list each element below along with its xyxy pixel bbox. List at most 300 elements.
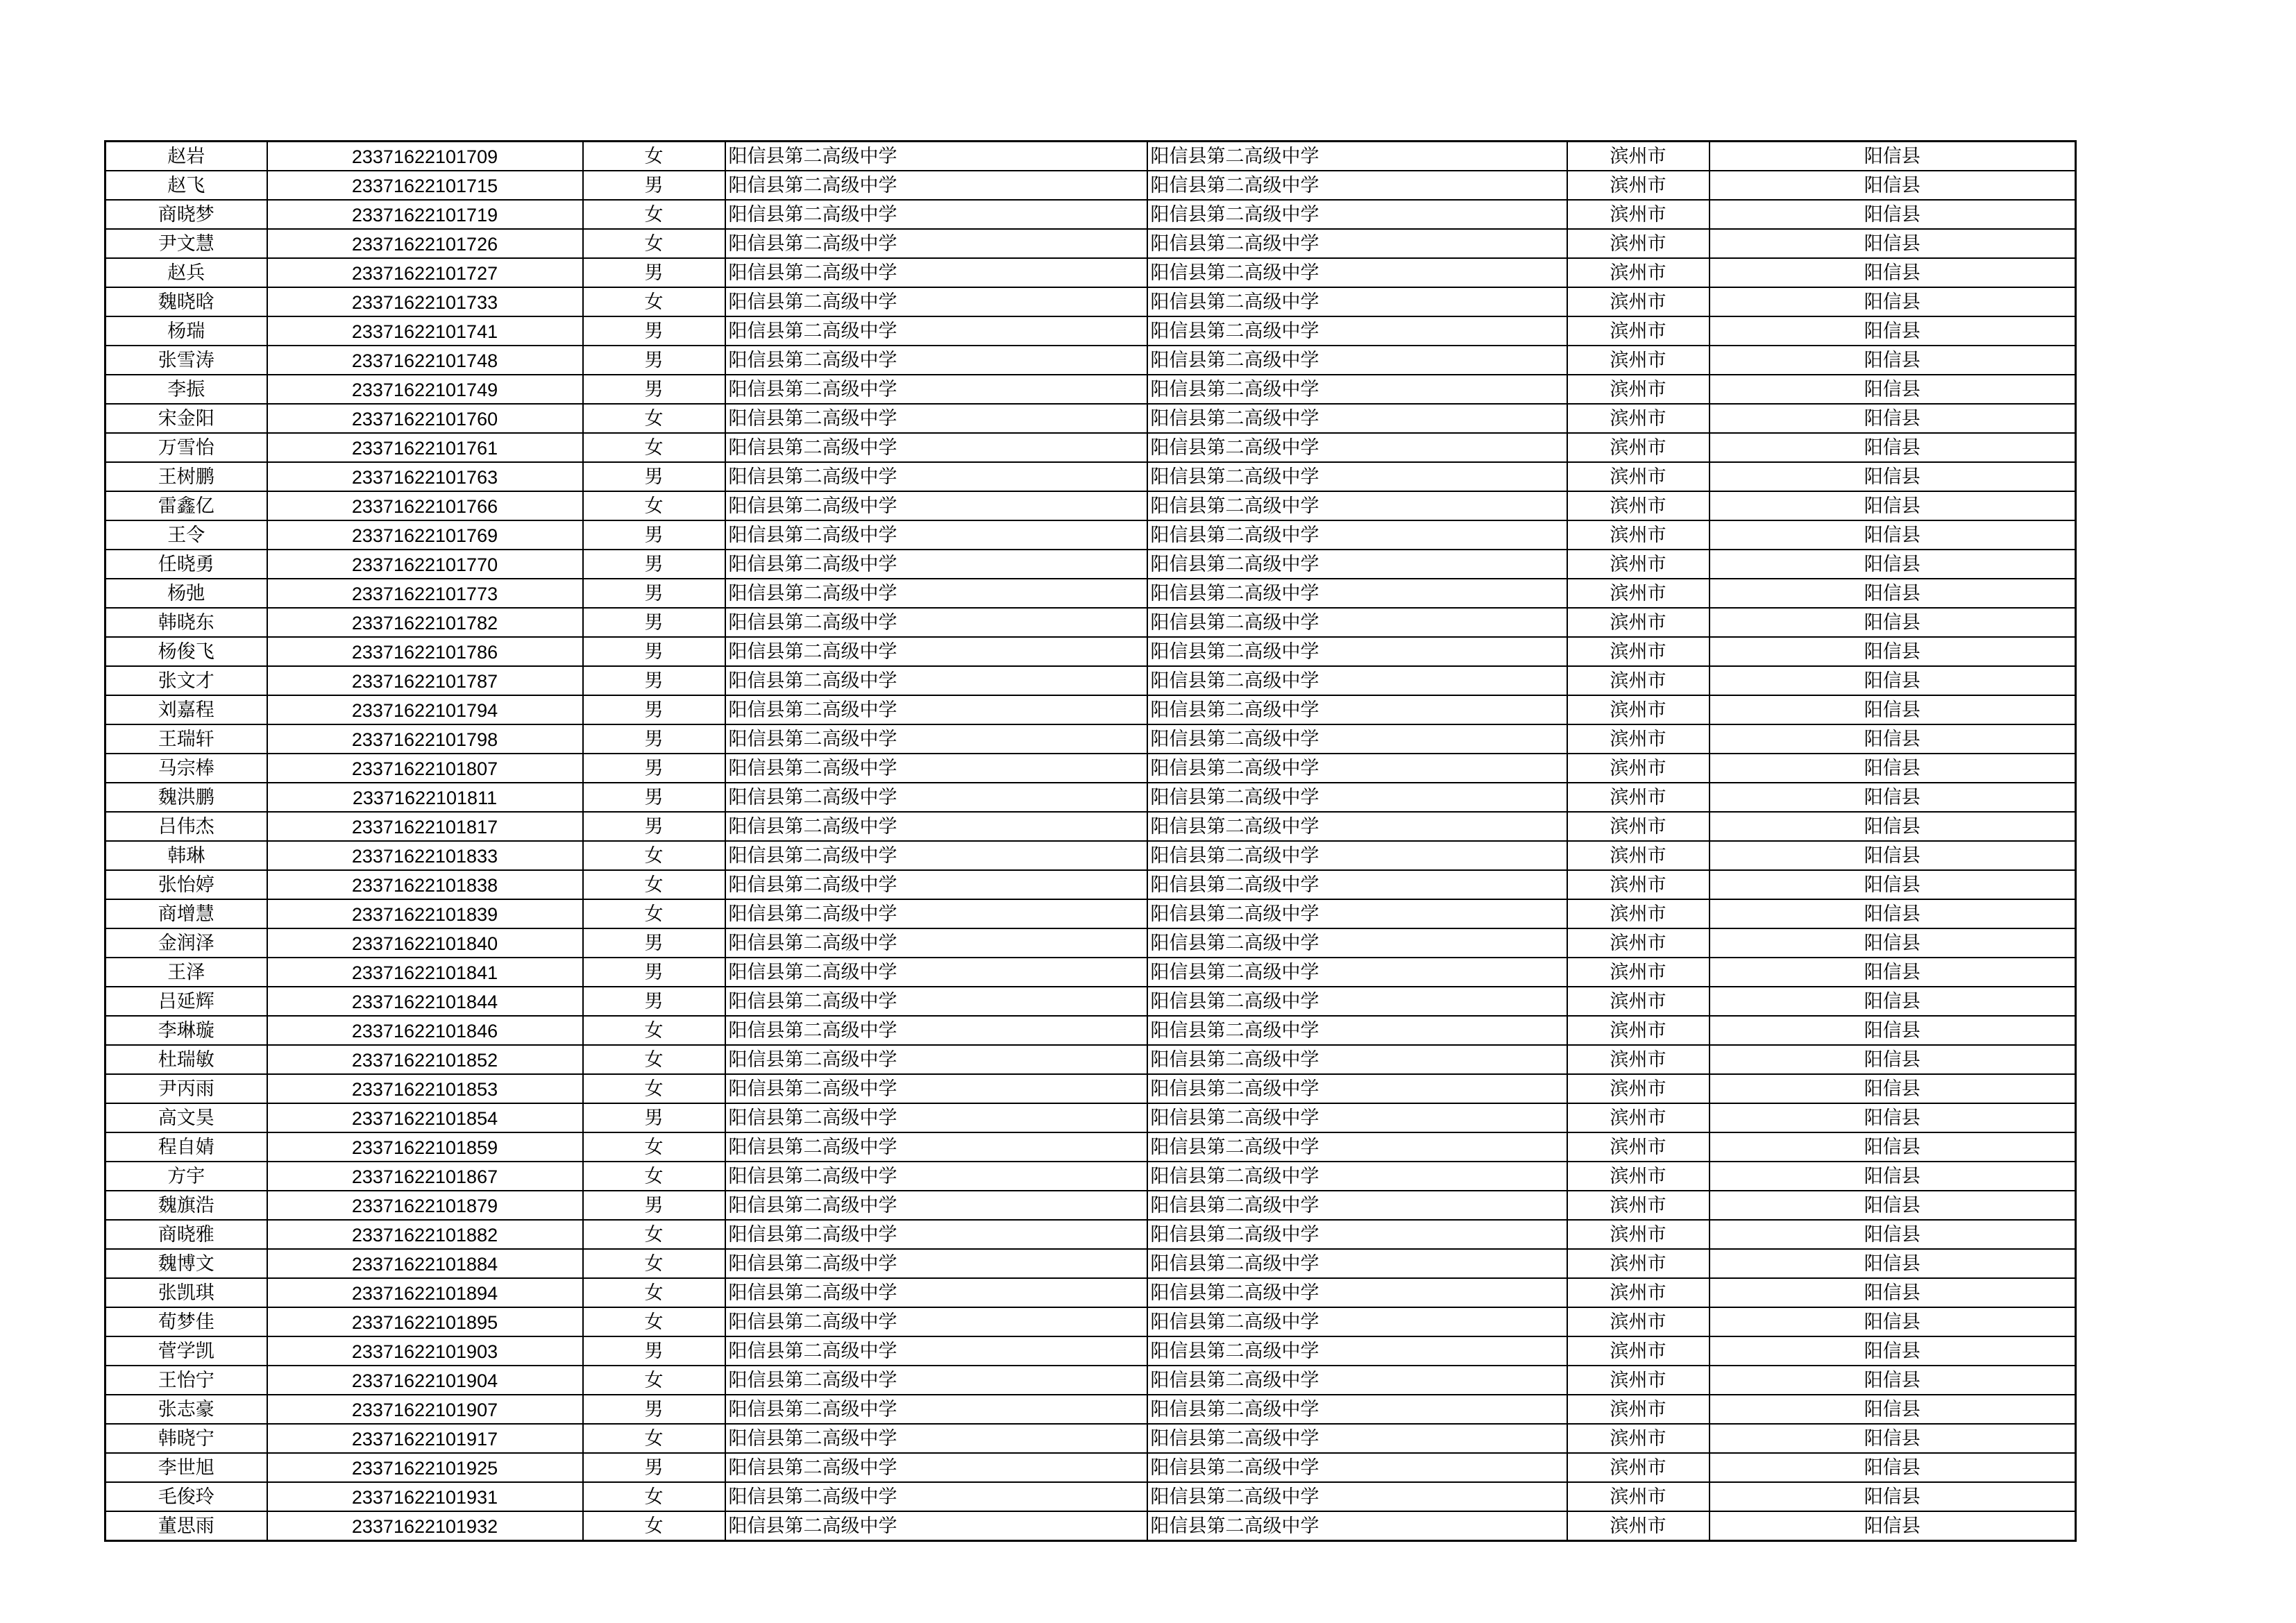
county-cell: 阳信县 — [1710, 637, 2076, 666]
graduation-school-cell: 阳信县第二高级中学 — [1147, 1249, 1567, 1278]
exam-id-cell: 23371622101931 — [267, 1482, 583, 1511]
county-cell: 阳信县 — [1710, 695, 2076, 724]
exam-id-cell: 23371622101769 — [267, 520, 583, 550]
exam-id-cell: 23371622101917 — [267, 1424, 583, 1453]
county-cell: 阳信县 — [1710, 1395, 2076, 1424]
city-cell: 滨州市 — [1567, 1132, 1710, 1162]
graduation-school-cell: 阳信县第二高级中学 — [1147, 1336, 1567, 1366]
graduation-school-cell: 阳信县第二高级中学 — [1147, 200, 1567, 229]
student-name-cell: 魏洪鹏 — [105, 783, 267, 812]
exam-id-cell: 23371622101838 — [267, 870, 583, 899]
table-row — [105, 404, 2076, 433]
graduation-school-cell: 阳信县第二高级中学 — [1147, 1074, 1567, 1103]
county-cell: 阳信县 — [1710, 841, 2076, 870]
school-cell: 阳信县第二高级中学 — [725, 987, 1147, 1016]
student-name-cell: 王瑞轩 — [105, 724, 267, 754]
county-cell: 阳信县 — [1710, 200, 2076, 229]
county-cell: 阳信县 — [1710, 1045, 2076, 1074]
city-cell: 滨州市 — [1567, 695, 1710, 724]
graduation-school-cell: 阳信县第二高级中学 — [1147, 695, 1567, 724]
city-cell: 滨州市 — [1567, 1453, 1710, 1482]
graduation-school-cell: 阳信县第二高级中学 — [1147, 1278, 1567, 1307]
county-cell: 阳信县 — [1710, 754, 2076, 783]
table-row — [105, 520, 2076, 550]
city-cell: 滨州市 — [1567, 958, 1710, 987]
school-cell: 阳信县第二高级中学 — [725, 1278, 1147, 1307]
school-cell: 阳信县第二高级中学 — [725, 724, 1147, 754]
gender-cell: 女 — [583, 491, 725, 520]
gender-cell: 男 — [583, 987, 725, 1016]
city-cell: 滨州市 — [1567, 812, 1710, 841]
school-cell: 阳信县第二高级中学 — [725, 1191, 1147, 1220]
gender-cell: 女 — [583, 899, 725, 928]
graduation-school-cell: 阳信县第二高级中学 — [1147, 229, 1567, 258]
county-cell: 阳信县 — [1710, 229, 2076, 258]
gender-cell: 男 — [583, 783, 725, 812]
graduation-school-cell: 阳信县第二高级中学 — [1147, 433, 1567, 462]
gender-cell: 女 — [583, 200, 725, 229]
student-name-cell: 马宗棒 — [105, 754, 267, 783]
graduation-school-cell: 阳信县第二高级中学 — [1147, 1366, 1567, 1395]
student-name-cell: 杨弛 — [105, 579, 267, 608]
student-roster-table — [104, 140, 2077, 1542]
county-cell: 阳信县 — [1710, 899, 2076, 928]
graduation-school-cell: 阳信县第二高级中学 — [1147, 1220, 1567, 1249]
graduation-school-cell: 阳信县第二高级中学 — [1147, 287, 1567, 316]
gender-cell: 男 — [583, 1395, 725, 1424]
exam-id-cell: 23371622101903 — [267, 1336, 583, 1366]
gender-cell: 女 — [583, 1307, 725, 1336]
table-row — [105, 1278, 2076, 1307]
student-name-cell: 李世旭 — [105, 1453, 267, 1482]
school-cell: 阳信县第二高级中学 — [725, 637, 1147, 666]
student-name-cell: 吕伟杰 — [105, 812, 267, 841]
table-row — [105, 142, 2076, 171]
exam-id-cell: 23371622101741 — [267, 316, 583, 346]
gender-cell: 男 — [583, 520, 725, 550]
student-name-cell: 杜瑞敏 — [105, 1045, 267, 1074]
graduation-school-cell: 阳信县第二高级中学 — [1147, 1045, 1567, 1074]
exam-id-cell: 23371622101846 — [267, 1016, 583, 1045]
city-cell: 滨州市 — [1567, 1424, 1710, 1453]
table-row — [105, 375, 2076, 404]
exam-id-cell: 23371622101719 — [267, 200, 583, 229]
city-cell: 滨州市 — [1567, 433, 1710, 462]
exam-id-cell: 23371622101839 — [267, 899, 583, 928]
gender-cell: 女 — [583, 1016, 725, 1045]
exam-id-cell: 23371622101749 — [267, 375, 583, 404]
graduation-school-cell: 阳信县第二高级中学 — [1147, 579, 1567, 608]
exam-id-cell: 23371622101787 — [267, 666, 583, 695]
gender-cell: 女 — [583, 1278, 725, 1307]
student-name-cell: 尹文慧 — [105, 229, 267, 258]
county-cell: 阳信县 — [1710, 1511, 2076, 1541]
graduation-school-cell: 阳信县第二高级中学 — [1147, 346, 1567, 375]
city-cell: 滨州市 — [1567, 1016, 1710, 1045]
county-cell: 阳信县 — [1710, 1366, 2076, 1395]
city-cell: 滨州市 — [1567, 1307, 1710, 1336]
city-cell: 滨州市 — [1567, 1220, 1710, 1249]
school-cell: 阳信县第二高级中学 — [725, 1482, 1147, 1511]
exam-id-cell: 23371622101786 — [267, 637, 583, 666]
school-cell: 阳信县第二高级中学 — [725, 375, 1147, 404]
student-name-cell: 张文才 — [105, 666, 267, 695]
gender-cell: 男 — [583, 724, 725, 754]
gender-cell: 女 — [583, 1045, 725, 1074]
student-name-cell: 董思雨 — [105, 1511, 267, 1541]
student-name-cell: 刘嘉程 — [105, 695, 267, 724]
gender-cell: 女 — [583, 1074, 725, 1103]
table-row — [105, 1045, 2076, 1074]
student-name-cell: 尹丙雨 — [105, 1074, 267, 1103]
exam-id-cell: 23371622101770 — [267, 550, 583, 579]
student-name-cell: 李振 — [105, 375, 267, 404]
gender-cell: 男 — [583, 346, 725, 375]
gender-cell: 男 — [583, 258, 725, 287]
student-name-cell: 商增慧 — [105, 899, 267, 928]
student-name-cell: 程自婧 — [105, 1132, 267, 1162]
exam-id-cell: 23371622101932 — [267, 1511, 583, 1541]
school-cell: 阳信县第二高级中学 — [725, 258, 1147, 287]
graduation-school-cell: 阳信县第二高级中学 — [1147, 841, 1567, 870]
exam-id-cell: 23371622101925 — [267, 1453, 583, 1482]
gender-cell: 男 — [583, 754, 725, 783]
student-name-cell: 荀梦佳 — [105, 1307, 267, 1336]
city-cell: 滨州市 — [1567, 666, 1710, 695]
graduation-school-cell: 阳信县第二高级中学 — [1147, 608, 1567, 637]
student-name-cell: 张志豪 — [105, 1395, 267, 1424]
table-row — [105, 1424, 2076, 1453]
county-cell: 阳信县 — [1710, 1424, 2076, 1453]
school-cell: 阳信县第二高级中学 — [725, 870, 1147, 899]
school-cell: 阳信县第二高级中学 — [725, 171, 1147, 200]
city-cell: 滨州市 — [1567, 870, 1710, 899]
table-row — [105, 724, 2076, 754]
county-cell: 阳信县 — [1710, 171, 2076, 200]
exam-id-cell: 23371622101894 — [267, 1278, 583, 1307]
graduation-school-cell: 阳信县第二高级中学 — [1147, 550, 1567, 579]
table-row — [105, 1103, 2076, 1132]
city-cell: 滨州市 — [1567, 899, 1710, 928]
school-cell: 阳信县第二高级中学 — [725, 550, 1147, 579]
gender-cell: 男 — [583, 608, 725, 637]
school-cell: 阳信县第二高级中学 — [725, 608, 1147, 637]
graduation-school-cell: 阳信县第二高级中学 — [1147, 462, 1567, 491]
school-cell: 阳信县第二高级中学 — [725, 783, 1147, 812]
city-cell: 滨州市 — [1567, 1278, 1710, 1307]
gender-cell: 男 — [583, 812, 725, 841]
school-cell: 阳信县第二高级中学 — [725, 229, 1147, 258]
county-cell: 阳信县 — [1710, 666, 2076, 695]
student-name-cell: 万雪怡 — [105, 433, 267, 462]
table-row — [105, 316, 2076, 346]
gender-cell: 女 — [583, 870, 725, 899]
county-cell: 阳信县 — [1710, 346, 2076, 375]
exam-id-cell: 23371622101782 — [267, 608, 583, 637]
school-cell: 阳信县第二高级中学 — [725, 1424, 1147, 1453]
school-cell: 阳信县第二高级中学 — [725, 520, 1147, 550]
city-cell: 滨州市 — [1567, 316, 1710, 346]
county-cell: 阳信县 — [1710, 1220, 2076, 1249]
graduation-school-cell: 阳信县第二高级中学 — [1147, 404, 1567, 433]
student-name-cell: 赵岩 — [105, 142, 267, 171]
table-row — [105, 841, 2076, 870]
county-cell: 阳信县 — [1710, 579, 2076, 608]
exam-id-cell: 23371622101840 — [267, 928, 583, 958]
graduation-school-cell: 阳信县第二高级中学 — [1147, 870, 1567, 899]
gender-cell: 男 — [583, 550, 725, 579]
gender-cell: 女 — [583, 404, 725, 433]
city-cell: 滨州市 — [1567, 404, 1710, 433]
exam-id-cell: 23371622101882 — [267, 1220, 583, 1249]
school-cell: 阳信县第二高级中学 — [725, 200, 1147, 229]
exam-id-cell: 23371622101726 — [267, 229, 583, 258]
county-cell: 阳信县 — [1710, 1249, 2076, 1278]
gender-cell: 男 — [583, 928, 725, 958]
gender-cell: 女 — [583, 1366, 725, 1395]
city-cell: 滨州市 — [1567, 841, 1710, 870]
graduation-school-cell: 阳信县第二高级中学 — [1147, 520, 1567, 550]
school-cell: 阳信县第二高级中学 — [725, 1307, 1147, 1336]
table-row — [105, 1395, 2076, 1424]
city-cell: 滨州市 — [1567, 754, 1710, 783]
table-row — [105, 637, 2076, 666]
school-cell: 阳信县第二高级中学 — [725, 316, 1147, 346]
city-cell: 滨州市 — [1567, 579, 1710, 608]
school-cell: 阳信县第二高级中学 — [725, 666, 1147, 695]
student-name-cell: 魏旗浩 — [105, 1191, 267, 1220]
table-row — [105, 258, 2076, 287]
graduation-school-cell: 阳信县第二高级中学 — [1147, 812, 1567, 841]
gender-cell: 女 — [583, 1511, 725, 1541]
county-cell: 阳信县 — [1710, 550, 2076, 579]
student-name-cell: 王泽 — [105, 958, 267, 987]
student-name-cell: 杨俊飞 — [105, 637, 267, 666]
county-cell: 阳信县 — [1710, 783, 2076, 812]
graduation-school-cell: 阳信县第二高级中学 — [1147, 258, 1567, 287]
exam-id-cell: 23371622101763 — [267, 462, 583, 491]
table-row — [105, 812, 2076, 841]
student-name-cell: 方宇 — [105, 1162, 267, 1191]
school-cell: 阳信县第二高级中学 — [725, 142, 1147, 171]
school-cell: 阳信县第二高级中学 — [725, 1103, 1147, 1132]
graduation-school-cell: 阳信县第二高级中学 — [1147, 1132, 1567, 1162]
graduation-school-cell: 阳信县第二高级中学 — [1147, 899, 1567, 928]
city-cell: 滨州市 — [1567, 724, 1710, 754]
school-cell: 阳信县第二高级中学 — [725, 754, 1147, 783]
county-cell: 阳信县 — [1710, 1307, 2076, 1336]
city-cell: 滨州市 — [1567, 1191, 1710, 1220]
city-cell: 滨州市 — [1567, 258, 1710, 287]
graduation-school-cell: 阳信县第二高级中学 — [1147, 754, 1567, 783]
graduation-school-cell: 阳信县第二高级中学 — [1147, 171, 1567, 200]
student-name-cell: 王树鹏 — [105, 462, 267, 491]
exam-id-cell: 23371622101761 — [267, 433, 583, 462]
city-cell: 滨州市 — [1567, 1162, 1710, 1191]
table-row — [105, 433, 2076, 462]
graduation-school-cell: 阳信县第二高级中学 — [1147, 1424, 1567, 1453]
city-cell: 滨州市 — [1567, 520, 1710, 550]
table-row — [105, 1453, 2076, 1482]
gender-cell: 男 — [583, 316, 725, 346]
school-cell: 阳信县第二高级中学 — [725, 1511, 1147, 1541]
table-row — [105, 1482, 2076, 1511]
city-cell: 滨州市 — [1567, 550, 1710, 579]
exam-id-cell: 23371622101833 — [267, 841, 583, 870]
gender-cell: 男 — [583, 1453, 725, 1482]
graduation-school-cell: 阳信县第二高级中学 — [1147, 637, 1567, 666]
exam-id-cell: 23371622101798 — [267, 724, 583, 754]
exam-id-cell: 23371622101748 — [267, 346, 583, 375]
exam-id-cell: 23371622101907 — [267, 1395, 583, 1424]
gender-cell: 女 — [583, 433, 725, 462]
student-name-cell: 商晓雅 — [105, 1220, 267, 1249]
exam-id-cell: 23371622101852 — [267, 1045, 583, 1074]
county-cell: 阳信县 — [1710, 287, 2076, 316]
city-cell: 滨州市 — [1567, 637, 1710, 666]
graduation-school-cell: 阳信县第二高级中学 — [1147, 783, 1567, 812]
county-cell: 阳信县 — [1710, 724, 2076, 754]
student-name-cell: 魏博文 — [105, 1249, 267, 1278]
gender-cell: 女 — [583, 1220, 725, 1249]
county-cell: 阳信县 — [1710, 433, 2076, 462]
exam-id-cell: 23371622101760 — [267, 404, 583, 433]
student-name-cell: 宋金阳 — [105, 404, 267, 433]
table-row — [105, 928, 2076, 958]
graduation-school-cell: 阳信县第二高级中学 — [1147, 316, 1567, 346]
student-name-cell: 韩琳 — [105, 841, 267, 870]
city-cell: 滨州市 — [1567, 171, 1710, 200]
county-cell: 阳信县 — [1710, 404, 2076, 433]
school-cell: 阳信县第二高级中学 — [725, 491, 1147, 520]
student-name-cell: 高文昊 — [105, 1103, 267, 1132]
graduation-school-cell: 阳信县第二高级中学 — [1147, 666, 1567, 695]
city-cell: 滨州市 — [1567, 142, 1710, 171]
gender-cell: 男 — [583, 171, 725, 200]
school-cell: 阳信县第二高级中学 — [725, 1453, 1147, 1482]
table-row — [105, 695, 2076, 724]
student-name-cell: 韩晓东 — [105, 608, 267, 637]
table-row — [105, 462, 2076, 491]
school-cell: 阳信县第二高级中学 — [725, 579, 1147, 608]
table-row — [105, 346, 2076, 375]
table-row — [105, 287, 2076, 316]
gender-cell: 男 — [583, 1336, 725, 1366]
exam-id-cell: 23371622101715 — [267, 171, 583, 200]
exam-id-cell: 23371622101859 — [267, 1132, 583, 1162]
exam-id-cell: 23371622101794 — [267, 695, 583, 724]
gender-cell: 女 — [583, 142, 725, 171]
gender-cell: 男 — [583, 579, 725, 608]
graduation-school-cell: 阳信县第二高级中学 — [1147, 724, 1567, 754]
school-cell: 阳信县第二高级中学 — [725, 899, 1147, 928]
gender-cell: 男 — [583, 1103, 725, 1132]
graduation-school-cell: 阳信县第二高级中学 — [1147, 1511, 1567, 1541]
exam-id-cell: 23371622101733 — [267, 287, 583, 316]
table-row — [105, 491, 2076, 520]
student-name-cell: 李琳璇 — [105, 1016, 267, 1045]
county-cell: 阳信县 — [1710, 608, 2076, 637]
county-cell: 阳信县 — [1710, 258, 2076, 287]
exam-id-cell: 23371622101766 — [267, 491, 583, 520]
exam-id-cell: 23371622101867 — [267, 1162, 583, 1191]
county-cell: 阳信县 — [1710, 1482, 2076, 1511]
graduation-school-cell: 阳信县第二高级中学 — [1147, 958, 1567, 987]
city-cell: 滨州市 — [1567, 1366, 1710, 1395]
county-cell: 阳信县 — [1710, 491, 2076, 520]
county-cell: 阳信县 — [1710, 928, 2076, 958]
graduation-school-cell: 阳信县第二高级中学 — [1147, 1453, 1567, 1482]
student-name-cell: 吕延辉 — [105, 987, 267, 1016]
table-row — [105, 987, 2076, 1016]
county-cell: 阳信县 — [1710, 1103, 2076, 1132]
school-cell: 阳信县第二高级中学 — [725, 841, 1147, 870]
student-name-cell: 魏晓晗 — [105, 287, 267, 316]
gender-cell: 男 — [583, 462, 725, 491]
city-cell: 滨州市 — [1567, 1511, 1710, 1541]
table-row — [105, 1162, 2076, 1191]
county-cell: 阳信县 — [1710, 1074, 2076, 1103]
exam-id-cell: 23371622101811 — [267, 783, 583, 812]
county-cell: 阳信县 — [1710, 1016, 2076, 1045]
school-cell: 阳信县第二高级中学 — [725, 928, 1147, 958]
student-name-cell: 王怡宁 — [105, 1366, 267, 1395]
table-row — [105, 1191, 2076, 1220]
exam-id-cell: 23371622101854 — [267, 1103, 583, 1132]
table-row — [105, 1511, 2076, 1541]
table-row — [105, 171, 2076, 200]
table-row — [105, 229, 2076, 258]
table-row — [105, 783, 2076, 812]
student-name-cell: 商晓梦 — [105, 200, 267, 229]
roster-body — [105, 142, 2076, 1541]
table-row — [105, 1366, 2076, 1395]
school-cell: 阳信县第二高级中学 — [725, 1336, 1147, 1366]
gender-cell: 女 — [583, 1424, 725, 1453]
gender-cell: 男 — [583, 375, 725, 404]
table-row — [105, 899, 2076, 928]
school-cell: 阳信县第二高级中学 — [725, 1162, 1147, 1191]
table-row — [105, 1132, 2076, 1162]
table-row — [105, 1249, 2076, 1278]
county-cell: 阳信县 — [1710, 142, 2076, 171]
school-cell: 阳信县第二高级中学 — [725, 812, 1147, 841]
exam-id-cell: 23371622101879 — [267, 1191, 583, 1220]
gender-cell: 女 — [583, 287, 725, 316]
table-row — [105, 200, 2076, 229]
city-cell: 滨州市 — [1567, 1249, 1710, 1278]
city-cell: 滨州市 — [1567, 200, 1710, 229]
city-cell: 滨州市 — [1567, 491, 1710, 520]
county-cell: 阳信县 — [1710, 375, 2076, 404]
exam-id-cell: 23371622101773 — [267, 579, 583, 608]
table-row — [105, 1074, 2076, 1103]
county-cell: 阳信县 — [1710, 987, 2076, 1016]
school-cell: 阳信县第二高级中学 — [725, 1249, 1147, 1278]
student-name-cell: 张怡婷 — [105, 870, 267, 899]
student-name-cell: 菅学凯 — [105, 1336, 267, 1366]
table-row — [105, 1307, 2076, 1336]
school-cell: 阳信县第二高级中学 — [725, 1395, 1147, 1424]
city-cell: 滨州市 — [1567, 462, 1710, 491]
student-name-cell: 韩晓宁 — [105, 1424, 267, 1453]
table-row — [105, 1016, 2076, 1045]
city-cell: 滨州市 — [1567, 1074, 1710, 1103]
student-name-cell: 赵飞 — [105, 171, 267, 200]
exam-id-cell: 23371622101884 — [267, 1249, 583, 1278]
student-name-cell: 张雪涛 — [105, 346, 267, 375]
table-row — [105, 870, 2076, 899]
